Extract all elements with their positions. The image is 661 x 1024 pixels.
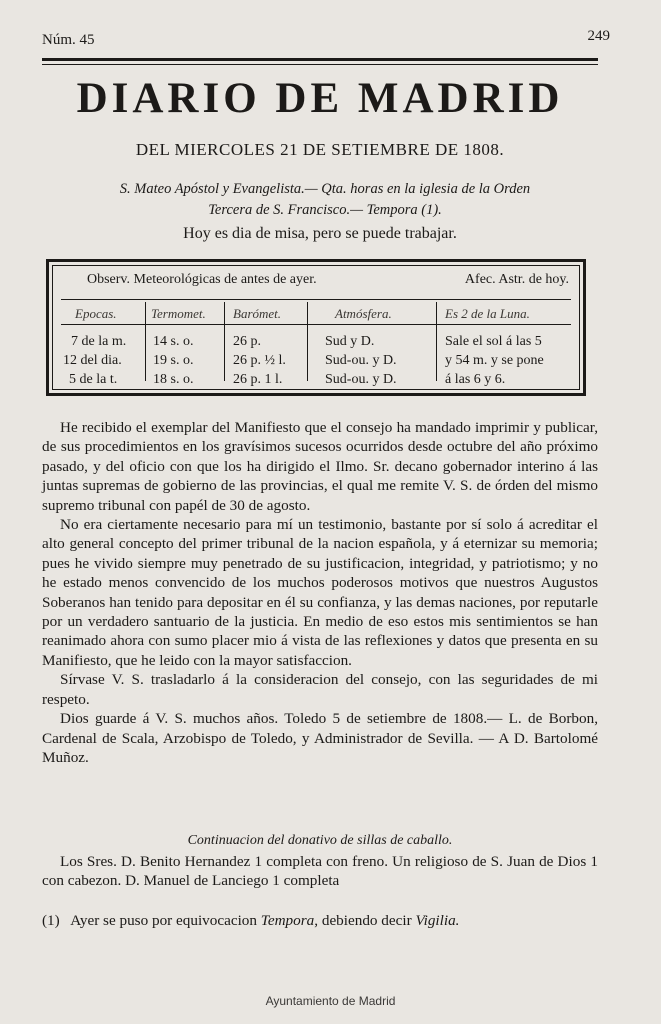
row-2-epoch: 12 del dia.: [63, 353, 122, 368]
astro-line-2: y 54 m. y se pone: [445, 353, 544, 368]
footnote-text-b: , debiendo decir: [314, 912, 412, 929]
header-epocas: Epocas.: [75, 306, 117, 321]
weather-table-inner: [52, 265, 580, 390]
header-termometro: Termomet.: [151, 306, 206, 321]
header-luna: Es 2 de la Luna.: [445, 306, 530, 321]
saint-notice: [50, 179, 600, 221]
header-top: [42, 28, 610, 50]
row-2-baro: 26 p. ½ l.: [233, 353, 286, 368]
weather-table-rule-top: [61, 299, 571, 300]
weather-table: [46, 259, 586, 396]
article-paragraph-3: Sírvase V. S. trasladarlo á la consideracion del consejo, con las seguridades de mi respeto.: [42, 671, 598, 708]
weather-title: Observ. Meteorológicas de antes de ayer.: [87, 272, 317, 287]
header-barometro: Barómet.: [233, 306, 282, 321]
footnote-emphasis-1: Tempora: [260, 912, 315, 929]
column-divider-3: [307, 302, 308, 381]
donations-section: [42, 852, 598, 891]
weather-table-rule-head: [61, 324, 571, 325]
astro-title: Afec. Astr. de hoy.: [464, 272, 569, 287]
column-divider-4: [436, 302, 437, 381]
row-1-atmos: Sud y D.: [325, 334, 375, 349]
archive-watermark: Ayuntamiento de Madrid: [265, 994, 396, 1008]
article-paragraph-1: He recibido el exemplar del Manifiesto que el consejo ha mandado imprimir y publicar, de sus procedimientos en los gravísimos sucesos ocurridos desde octubre del año próximo pasado, y del oficio con que los ha dirigido el Ilmo. Sr. decano gobernador interino á las juntas supremas de gobierno de las provincias, el qual me remite V. S. de órden del mismo supremo tribunal con papél de 30 de agosto.: [42, 419, 598, 514]
row-2-atmos: Sud-ou. y D.: [325, 353, 397, 368]
footnote-emphasis-2: Vigilia.: [415, 912, 460, 929]
dateline: DEL MIERCOLES 21 DE SETIEMBRE DE 1808.: [135, 140, 505, 159]
astro-line-1: Sale el sol á las 5: [445, 334, 542, 349]
page-number: 249: [587, 28, 610, 44]
row-3-atmos: Sud-ou. y D.: [325, 372, 397, 387]
row-2-thermo: 19 s. o.: [153, 353, 194, 368]
row-3-epoch: 5 de la t.: [69, 372, 118, 387]
masthead-title: DIARIO DE MADRID: [76, 75, 564, 122]
row-1-epoch: 7 de la m.: [71, 334, 127, 349]
saint-line-2: Tercera de S. Francisco.— Tempora (1).: [208, 202, 442, 218]
donations-title: Continuacion del donativo de sillas de caballo.: [187, 833, 453, 848]
header-rule-thick: [42, 58, 598, 61]
footnote-text-a: Ayer se puso por equivocacion: [70, 912, 257, 929]
header-rule-thin: [42, 64, 598, 65]
issue-number: Núm. 45: [42, 32, 95, 48]
row-1-baro: 26 p.: [233, 334, 261, 349]
article-body: [42, 418, 598, 767]
header-atmosfera: Atmósfera.: [335, 306, 392, 321]
column-divider-1: [145, 302, 146, 381]
footnote: [42, 912, 598, 930]
saint-line-1: S. Mateo Apóstol y Evangelista.— Qta. horas en la iglesia de la Orden: [119, 181, 531, 197]
footnote-marker: (1): [42, 912, 60, 929]
mass-notice: Hoy es dia de misa, pero se puede trabajar.: [183, 225, 457, 242]
column-divider-2: [224, 302, 225, 381]
article-paragraph-2: No era ciertamente necesario para mí un testimonio, bastante por sí solo á acreditar el alto general concepto del primer tribunal de la nacion española, y á eternizar su memoria; pues he vivido siempre muy penetrado de su justificacion, integridad, y patriotismo; y no he estado menos convencido de los muchos poderosos motivos que nuestros Augustos Soberanos han tenido para depositar en él su confianza, y las demas naciones, por reputarle por un verdadero santuario de la justicia. En medio de eso estos mis sentimientos se han reanimado ahora con sumo placer mio á vista de las reflexiones y datos que presenta en su Manifiesto, que he leido con la mayor satisfaccion.: [42, 516, 598, 669]
article-paragraph-4: Dios guarde á V. S. muchos años. Toledo 5 de setiembre de 1808.— L. de Borbon, Cardenal de Scala, Arzobispo de Toledo, y Administrador de Sevilla. — A D. Bartolomé Muñoz.: [42, 710, 598, 766]
row-1-thermo: 14 s. o.: [153, 334, 194, 349]
row-3-baro: 26 p. 1 l.: [233, 372, 283, 387]
weather-table-title-row: [53, 272, 579, 292]
donations-text: Los Sres. D. Benito Hernandez 1 completa con freno. Un religioso de S. Juan de Dios 1 con cabezon. D. Manuel de Lanciego 1 completa: [42, 853, 598, 890]
row-3-thermo: 18 s. o.: [153, 372, 194, 387]
astro-line-3: á las 6 y 6.: [445, 372, 506, 387]
